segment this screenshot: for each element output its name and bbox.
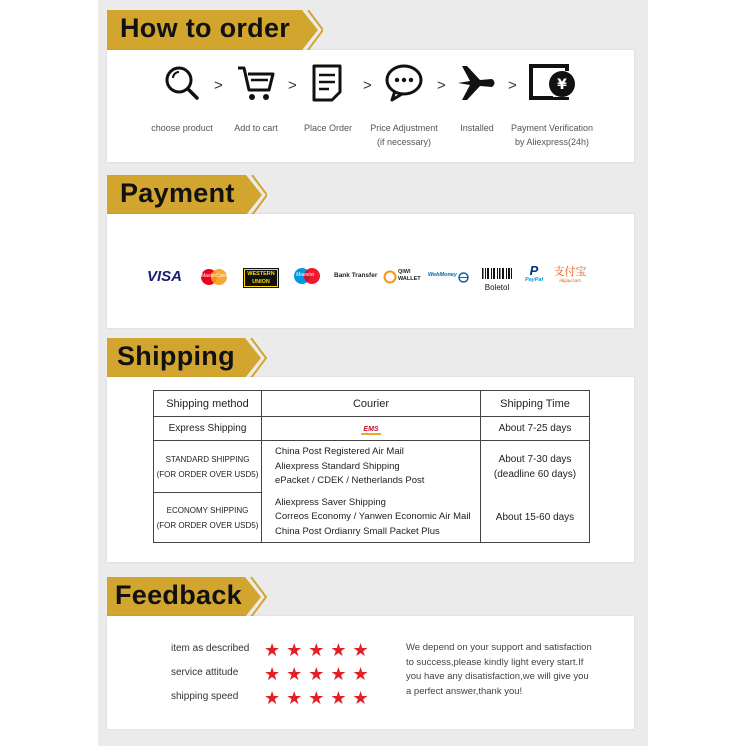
- section-title: Feedback: [115, 580, 242, 610]
- alipay-logo: 支付宝 Alipay.com: [553, 265, 587, 283]
- rating-stars: ★★★★★: [264, 688, 375, 708]
- western-union-logo: WESTERN UNION: [243, 268, 279, 288]
- cart-icon: [235, 62, 277, 104]
- step-label: Payment Verification by Aliexpress(24h): [510, 123, 594, 147]
- webmoney-globe-icon: [458, 270, 469, 288]
- ems-logo: EMS: [363, 426, 379, 433]
- method-cell: ECONOMY SHIPPING (FOR ORDER OVER USD5): [154, 493, 262, 543]
- qiwi-wallet-logo: QIWI WALLET: [383, 268, 423, 286]
- section-title: Shipping: [117, 341, 235, 371]
- mastercard-logo: MasterCard: [199, 268, 229, 286]
- paypal-logo: P PayPal: [524, 263, 544, 283]
- time-cell: About 15-60 days: [481, 493, 590, 543]
- method-cell: Express Shipping: [154, 417, 262, 441]
- table-header-row: [154, 391, 590, 417]
- step-label: Installed: [460, 123, 494, 133]
- rating-stars: ★★★★★: [264, 664, 375, 684]
- bank-transfer-logo: Bank Transfer: [334, 272, 378, 279]
- document-icon: [307, 62, 349, 104]
- rating-label: item as described: [171, 643, 250, 654]
- step-label: Add to cart: [234, 123, 278, 133]
- table-row: [154, 441, 590, 493]
- chat-bubble-icon: [383, 62, 425, 104]
- svg-text:¥: ¥: [557, 77, 567, 93]
- step-separator: >: [214, 77, 223, 94]
- courier-cell: China Post Registered Air Mail Aliexpress Standard Shipping ePacket / CDEK / Netherlands Post: [262, 441, 481, 493]
- time-cell: About 7-25 days: [481, 417, 590, 441]
- step-separator: >: [508, 77, 517, 94]
- shipping-table: [153, 390, 590, 543]
- step-label: choose product: [151, 123, 213, 133]
- maestro-logo: Maestro: [293, 267, 321, 285]
- table-row: [154, 417, 590, 441]
- column-header: Courier: [262, 391, 481, 417]
- feedback-card: [107, 616, 634, 729]
- step-label: Place Order: [303, 123, 353, 133]
- step-label: Price Adjustment (if necessary): [370, 123, 438, 147]
- magnifier-icon: [161, 62, 203, 104]
- wallet-yen-icon: [528, 62, 576, 104]
- rating-label: shipping speed: [171, 691, 239, 702]
- courier-cell: [262, 417, 481, 441]
- column-header: Shipping method: [154, 391, 262, 417]
- step-separator: >: [288, 77, 297, 94]
- column-header: Shipping Time: [481, 391, 590, 417]
- courier-cell: Aliexpress Saver Shipping Correos Economy / Yanwen Economic Air Mail China Post Ordianry Small Packet Plus: [262, 493, 481, 543]
- method-cell: STANDARD SHIPPING (FOR ORDER OVER USD5): [154, 441, 262, 493]
- payment-card: [107, 214, 634, 328]
- feedback-message: We depend on your support and satisfaction to success,please kindly light every start.If you have any disatisfaction,we will give you a perfect answer,thank you!: [406, 642, 592, 697]
- section-title: Payment: [120, 178, 235, 208]
- visa-logo: VISA: [147, 268, 183, 285]
- rating-label: service attitude: [171, 667, 239, 678]
- boletol-logo: Boletol: [481, 266, 513, 286]
- webmoney-logo: WebMoney: [428, 272, 457, 278]
- airplane-icon: [456, 62, 498, 104]
- section-title: How to order: [120, 13, 291, 43]
- shipping-card: [107, 377, 634, 562]
- time-cell: About 7-30 days (deadline 60 days): [481, 441, 590, 493]
- rating-stars: ★★★★★: [264, 640, 375, 660]
- how-to-order-card: [107, 50, 634, 162]
- step-separator: >: [363, 77, 372, 94]
- step-separator: >: [437, 77, 446, 94]
- table-row: [154, 493, 590, 543]
